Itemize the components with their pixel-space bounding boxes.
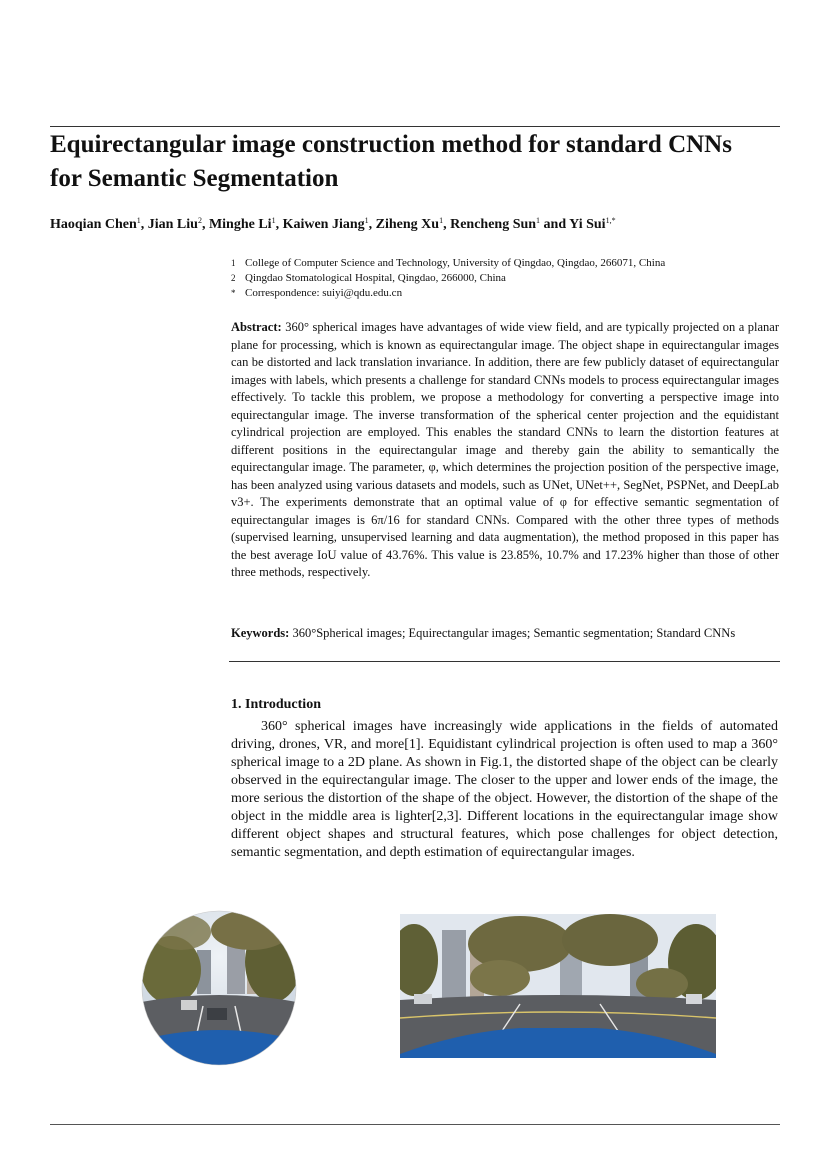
paper-title bbox=[50, 128, 790, 196]
affiliation-mark: 2 bbox=[231, 273, 236, 283]
author-affiliation-mark: 1 bbox=[136, 216, 141, 225]
top-rule bbox=[50, 126, 780, 127]
spherical-image bbox=[141, 910, 297, 1066]
affiliation-list bbox=[231, 256, 791, 301]
affiliation-item bbox=[231, 271, 791, 286]
author-affiliation-mark: 2 bbox=[197, 216, 202, 225]
author-name: Yi Sui bbox=[569, 217, 606, 232]
section-rule bbox=[229, 661, 780, 662]
author-name: Minghe Li bbox=[208, 217, 272, 232]
author-affiliation-mark: 1 bbox=[271, 216, 276, 225]
affiliation-mark: 1 bbox=[231, 258, 236, 268]
affiliation-item bbox=[231, 256, 791, 271]
keywords bbox=[231, 625, 791, 642]
author-name: Kaiwen Jiang bbox=[282, 217, 365, 232]
author-affiliation-mark: 1 bbox=[536, 216, 541, 225]
equirectangular-image bbox=[400, 914, 716, 1058]
footer-rule bbox=[50, 1124, 780, 1125]
abstract-label: Abstract: bbox=[231, 320, 282, 334]
affiliation-text: Qingdao Stomatological Hospital, Qingdao, 266000, China bbox=[245, 272, 506, 284]
section-heading: 1. Introduction bbox=[231, 697, 321, 712]
affiliation-mark: * bbox=[231, 288, 236, 298]
author-name: Rencheng Sun bbox=[450, 217, 537, 232]
title-line-2: for Semantic Segmentation bbox=[50, 165, 339, 192]
introduction-paragraph: 360° spherical images have increasingly wide applications in the fields of automated driving, drones, VR, and more[1]. Equidistant cylindrical projection is often used to map a 360° spherical image to a 2D plane. As shown in Fig.1, the distorted shape of the object can be clearly observed in the equirectangular image. The closer to the upper and lower ends of the image, the more serious the distortion of the shape of the object. However, the distortion of the shape of the object in the middle area is lighter[2,3]. Different locations in the equirectangular image show different object shapes and structural features, which pose challenges for object detection, semantic segmentation, and depth estimation of equirectangular images. bbox=[231, 719, 778, 860]
author-name: Ziheng Xu bbox=[375, 217, 440, 232]
affiliation-text: College of Computer Science and Technology, University of Qingdao, Qingdao, 266071, China bbox=[245, 257, 666, 269]
correspondence-text: Correspondence: suiyi@qdu.edu.cn bbox=[245, 287, 403, 299]
author-name: Haoqian Chen bbox=[50, 217, 137, 232]
title-line-1: Equirectangular image construction method for standard CNNs bbox=[50, 131, 732, 158]
keywords-label: Keywords: bbox=[231, 626, 290, 640]
author-list: Haoqian Chen$^1$, Jian Liu$^2$, Minghe Li$^1$, Kaiwen Jiang$^1$, Ziheng Xu$^1$, Rencheng Sun$^1$ and Yi Sui$^{1,*}$ bbox=[50, 216, 616, 232]
affiliation-item bbox=[231, 286, 791, 301]
abstract-body: 360° spherical images have advantages of wide view field, and are typically projected on a planar plane for processing, which is known as equirectangular image. The object shape in equirectangular images can be distorted and lack translation invariance. In addition, there are few publicly dataset of equirectangular images with labels, which presents a challenge for standard CNNs models to process equirectangular images effectively. To tackle this problem, we propose a methodology for converting a perspective image into equirectangular image. The inverse transformation of the spherical center projection and the equidistant cylindrical projection are employed. This enables the standard CNNs to learn the distortion features at different positions in the equirectangular image and thereby gain the ability to semantically the equirectangular image. The parameter, φ, which determines the projection position of the perspective image, has been analyzed using various datasets and models, such as UNet, UNet++, SegNet, PSPNet, and DeepLab v3+. The experiments demonstrate that an optimal value of φ for effective semantic segmentation of equirectangular images is 6π/16 for standard CNNs. Compared with the other three types of methods (supervised learning, unsupervised learning and data augmentation), the method proposed in this paper has the best average IoU value of 43.76%. This value is 23.85%, 10.7% and 17.23% higher than those of other three methods, respectively. bbox=[231, 320, 779, 579]
author-affiliation-mark: 1,* bbox=[605, 216, 616, 225]
author-name: Jian Liu bbox=[147, 217, 198, 232]
author-affiliation-mark: 1 bbox=[439, 216, 444, 225]
keywords-body: 360°Spherical images; Equirectangular images; Semantic segmentation; Standard CNNs bbox=[292, 626, 736, 640]
author-affiliation-mark: 1 bbox=[364, 216, 369, 225]
abstract bbox=[231, 319, 779, 582]
